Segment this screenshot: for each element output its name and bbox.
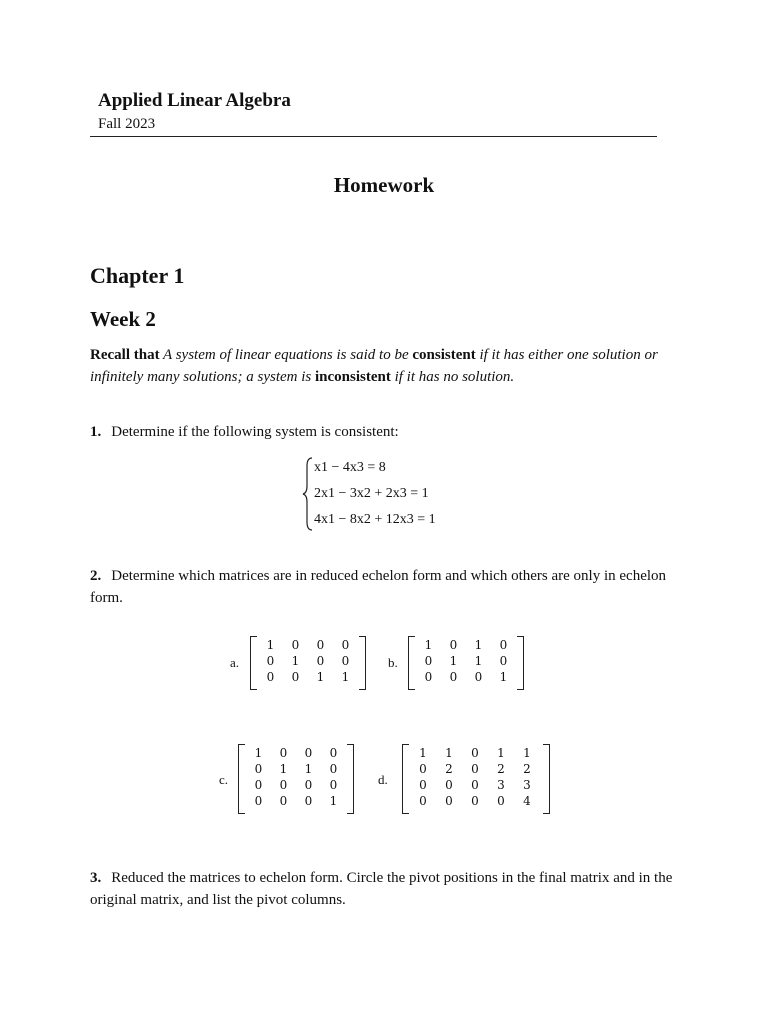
matrix-entry: 0 bbox=[279, 778, 288, 792]
matrix-entry: 2 bbox=[523, 762, 531, 776]
matrix-entry: 0 bbox=[291, 638, 300, 652]
matrix-entry: 1 bbox=[304, 762, 313, 776]
chapter-heading: Chapter 1 bbox=[90, 263, 185, 288]
question-text: Determine which matrices are in reduced echelon form and which others are only in echelon form. bbox=[90, 568, 667, 606]
matrix-entry: 3 bbox=[523, 778, 531, 792]
matrix-entry: 0 bbox=[471, 762, 479, 776]
term-consistent: consistent bbox=[412, 347, 476, 363]
matrix-entry: 0 bbox=[316, 638, 325, 652]
matrix-entry: 0 bbox=[341, 638, 350, 652]
matrix-entry: 0 bbox=[254, 778, 263, 792]
matrix-entry: 0 bbox=[254, 794, 263, 808]
matrix-entry: 0 bbox=[329, 762, 338, 776]
question-1 bbox=[90, 421, 690, 443]
recall-paragraph bbox=[90, 344, 690, 388]
matrix-entry: 1 bbox=[266, 638, 275, 652]
left-brace-icon bbox=[302, 456, 314, 532]
right-bracket bbox=[543, 744, 550, 814]
matrix-entry: 0 bbox=[291, 670, 300, 684]
matrix-entry: 1 bbox=[341, 670, 350, 684]
matrix-entry: 0 bbox=[449, 670, 458, 684]
matrix-entry: 0 bbox=[329, 778, 338, 792]
matrix-entry: 1 bbox=[316, 670, 325, 684]
matrix-entry: 1 bbox=[291, 654, 300, 668]
matrix-entry: 4 bbox=[523, 794, 531, 808]
matrix-label-d: d. bbox=[378, 772, 388, 787]
matrix-entry: 0 bbox=[499, 638, 508, 652]
matrix-entry: 0 bbox=[304, 746, 313, 760]
matrix-entry: 0 bbox=[445, 778, 453, 792]
header-divider bbox=[90, 136, 657, 137]
matrix-entry: 1 bbox=[329, 794, 338, 808]
question-3 bbox=[90, 867, 690, 911]
matrix-c bbox=[238, 744, 354, 812]
recall-text-2: if it has either one solution or infinitely many solutions; a system is bbox=[90, 347, 658, 385]
matrix-entry: 0 bbox=[419, 762, 427, 776]
matrix-entry: 0 bbox=[449, 638, 458, 652]
recall-text-3: if it has no solution. bbox=[390, 369, 515, 385]
matrix-entry: 0 bbox=[419, 794, 427, 808]
left-bracket bbox=[238, 744, 245, 814]
left-bracket bbox=[408, 636, 415, 690]
matrix-entry: 1 bbox=[499, 670, 508, 684]
matrix-entry: 0 bbox=[471, 794, 479, 808]
matrix-entry: 0 bbox=[497, 794, 505, 808]
matrix-entry: 3 bbox=[497, 778, 505, 792]
question-number: 3. bbox=[90, 870, 102, 886]
equation-1: x1 − 4x3 = 8 bbox=[314, 460, 386, 475]
matrix-entry: 1 bbox=[497, 746, 505, 760]
matrix-entry: 0 bbox=[304, 778, 313, 792]
term-inconsistent: inconsistent bbox=[314, 369, 391, 385]
matrix-entry: 0 bbox=[341, 654, 350, 668]
matrix-entry: 0 bbox=[424, 654, 433, 668]
matrix-grid bbox=[410, 746, 540, 810]
matrix-entry: 0 bbox=[279, 794, 288, 808]
matrix-entry: 1 bbox=[523, 746, 531, 760]
matrix-entry: 0 bbox=[471, 746, 479, 760]
term-label: Fall 2023 bbox=[98, 116, 156, 132]
matrix-grid bbox=[246, 746, 346, 810]
matrix-entry: 0 bbox=[499, 654, 508, 668]
matrix-entry: 0 bbox=[419, 778, 427, 792]
matrix-entry: 0 bbox=[266, 670, 275, 684]
matrix-entry: 1 bbox=[474, 654, 483, 668]
right-bracket bbox=[517, 636, 524, 690]
week-heading: Week 2 bbox=[90, 307, 156, 331]
left-bracket bbox=[250, 636, 257, 690]
recall-text-1: A system of linear equations is said to be bbox=[159, 347, 413, 363]
matrix-entry: 2 bbox=[497, 762, 505, 776]
matrix-label-b: b. bbox=[388, 655, 398, 670]
matrix-entry: 0 bbox=[254, 762, 263, 776]
matrix-entry: 1 bbox=[419, 746, 427, 760]
matrix-a bbox=[250, 636, 366, 688]
question-number: 1. bbox=[90, 424, 102, 440]
matrix-entry: 1 bbox=[254, 746, 263, 760]
question-2 bbox=[90, 565, 690, 609]
matrix-entry: 0 bbox=[329, 746, 338, 760]
document-title: Homework bbox=[333, 173, 435, 197]
matrix-entry: 0 bbox=[445, 794, 453, 808]
matrix-label-a: a. bbox=[230, 655, 240, 670]
question-text: Determine if the following system is consistent: bbox=[111, 424, 399, 440]
recall-lead: Recall that bbox=[90, 347, 160, 363]
right-bracket bbox=[347, 744, 354, 814]
matrix-entry: 1 bbox=[424, 638, 433, 652]
matrix-entry: 0 bbox=[304, 794, 313, 808]
matrix-entry: 2 bbox=[445, 762, 453, 776]
matrix-grid bbox=[416, 638, 516, 686]
left-bracket bbox=[402, 744, 409, 814]
matrix-d bbox=[402, 744, 550, 812]
matrix-entry: 0 bbox=[279, 746, 288, 760]
question-text: Reduced the matrices to echelon form. Circle the pivot positions in the final matrix and in the original matrix, and list the pivot columns. bbox=[90, 870, 673, 908]
question-number: 2. bbox=[90, 568, 102, 584]
matrix-entry: 0 bbox=[471, 778, 479, 792]
matrix-entry: 0 bbox=[266, 654, 275, 668]
matrix-entry: 0 bbox=[316, 654, 325, 668]
matrix-entry: 0 bbox=[474, 670, 483, 684]
matrix-entry: 1 bbox=[279, 762, 288, 776]
matrix-label-c: c. bbox=[219, 772, 229, 787]
matrix-grid bbox=[258, 638, 358, 686]
matrix-entry: 1 bbox=[445, 746, 453, 760]
matrix-entry: 1 bbox=[449, 654, 458, 668]
matrix-entry: 1 bbox=[474, 638, 483, 652]
equation-3: 4x1 − 8x2 + 12x3 = 1 bbox=[314, 512, 436, 527]
matrix-entry: 0 bbox=[424, 670, 433, 684]
equation-2: 2x1 − 3x2 + 2x3 = 1 bbox=[314, 486, 429, 501]
matrix-b bbox=[408, 636, 524, 688]
right-bracket bbox=[359, 636, 366, 690]
course-title: Applied Linear Algebra bbox=[98, 90, 291, 111]
